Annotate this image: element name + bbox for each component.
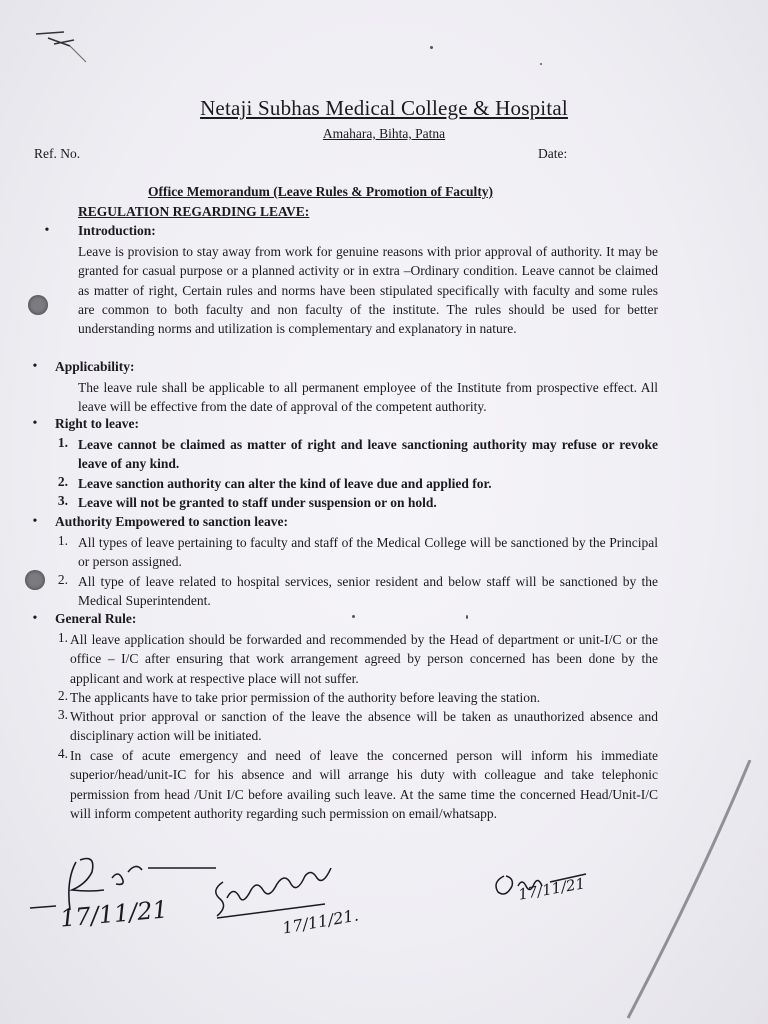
right-to-leave-item: Leave cannot be claimed as matter of right and leave sanctioning authority may refuse or revoke leave of any kind. [78,437,658,472]
speck [352,615,355,618]
list-number: 2. [57,474,68,489]
punch-hole [25,570,45,590]
speck [466,615,468,619]
list-number: 2. [57,572,68,587]
right-to-leave-item: Leave will not be granted to staff under suspension or on hold. [78,495,437,510]
ref-label: Ref. No. [34,146,81,161]
signature-3-date: 17/11/21 [516,874,587,904]
list-number: 1. [57,630,68,645]
introduction-heading: Introduction: [78,223,156,238]
speck [430,46,433,49]
institution-address: Amahara, Bihta, Patna [322,126,446,141]
authority-heading: Authority Empowered to sanction leave: [55,514,288,529]
general-rule-item: In case of acute emergency and need of leave the concerned person will inform his immediate superior/head/unit-IC for his absence and will arrange his duty with colleague and take telephonic permission from head /Unit I/C before availing such leave. At the same time the concerned Head/Unit-I/C will inform competent authority regarding such permission on email/whatsapp. [70,748,658,821]
general-rule-heading: General Rule: [55,611,137,626]
authority-item: All types of leave pertaining to faculty and staff of the Medical College will be sanctioned by the Principal or person assigned. [78,535,658,570]
institution-title: Netaji Subhas Medical College & Hospital [200,96,568,120]
right-to-leave-heading: Right to leave: [55,416,139,431]
applicability-text: The leave rule shall be applicable to all permanent employee of the Institute from prospective effect. All leave will be effective from the date of approval of the competent authority. [78,380,658,415]
bullet: • [44,223,50,238]
list-number: 2. [57,688,68,703]
list-number: 4. [57,746,68,761]
list-number: 1. [57,435,68,450]
list-number: 1. [57,533,68,548]
bullet: • [32,416,38,431]
signature-1-date: 17/11/21 [58,895,169,933]
date-label: Date: [538,146,568,161]
bullet: • [32,514,38,529]
introduction-text: Leave is provision to stay away from work for genuine reasons with prior approval of authority. It may be granted for casual purpose or a planned activity or in extra –Ordinary condition. Leave cannot be claimed as matter of right, Certain rules and norms have been stipulated specifically with faculty and some rules are common to both faculty and non faculty of the institute. The rules should be used for better understanding norms and utilization is complementary and explanatory in nature. [78,244,658,337]
right-to-leave-item: Leave sanction authority can alter the kind of leave due and applied for. [78,476,492,491]
regulation-heading: REGULATION REGARDING LEAVE: [78,204,310,219]
paper-crease [610,760,768,1024]
bullet: • [32,359,38,374]
staple-mark [30,28,90,68]
list-number: 3. [57,707,68,722]
general-rule-item: Without prior approval or sanction of the leave the absence will be taken as unauthorized absence and disciplinary action will be initiated. [70,709,658,744]
memo-title: Office Memorandum (Leave Rules & Promotion of Faculty) [148,184,494,199]
applicability-heading: Applicability: [55,359,135,374]
punch-hole [28,295,48,315]
authority-item: All type of leave related to hospital services, senior resident and below staff will be sanctioned by the Medical Superintendent. [78,574,658,609]
bullet: • [32,611,38,626]
general-rule-item: The applicants have to take prior permission of the authority before leaving the station. [70,690,541,705]
speck [540,63,542,65]
general-rule-item: All leave application should be forwarded and recommended by the Head of department or unit-I/C or the office – I/C after ensuring that work arrangement agreed by person concerned has been done by the applicant and work at respective place will not suffer. [70,632,658,686]
list-number: 3. [57,493,68,508]
signature-2-date: 17/11/21. [280,905,361,938]
